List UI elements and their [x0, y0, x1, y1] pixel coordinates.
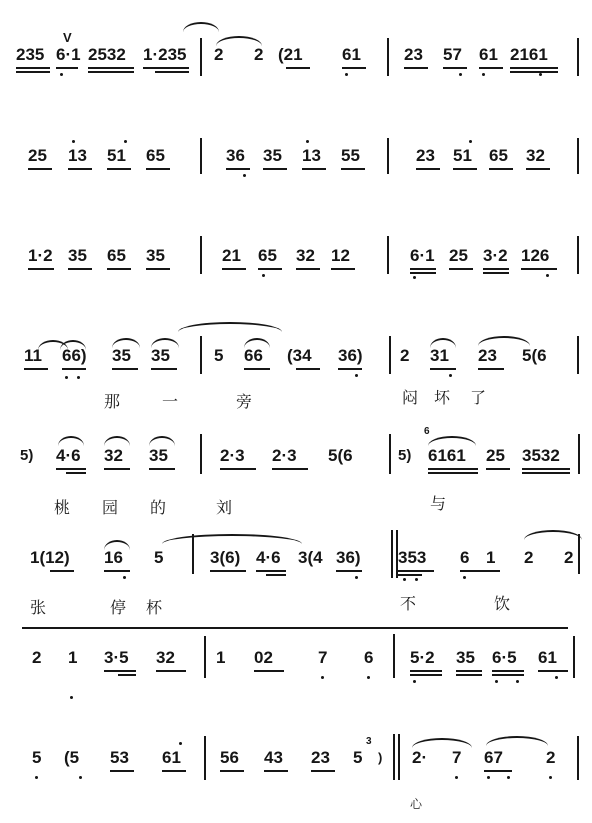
lyric: 坏: [434, 388, 451, 407]
note-group: 7: [452, 748, 462, 767]
note-group: 6: [364, 648, 374, 667]
note-group: 6161: [428, 446, 466, 465]
note-group: 2: [400, 346, 410, 365]
note-group: 61: [538, 648, 557, 667]
note-group: 35: [149, 446, 168, 465]
note-group: 1: [486, 548, 496, 567]
note-group: 5): [20, 447, 34, 464]
note-group: 35: [456, 648, 475, 667]
note-group: 36): [336, 548, 361, 567]
note-group: 23: [404, 45, 423, 64]
lyric: 杯: [146, 598, 163, 617]
note-group: 5: [32, 748, 42, 767]
lyric: 饮: [494, 594, 511, 613]
note-group: 67: [484, 748, 503, 767]
note-group: 23: [416, 146, 435, 165]
lyric: 张: [30, 598, 47, 617]
note-group: 7: [318, 648, 328, 667]
note-group: 1·235: [143, 45, 187, 64]
note-group: 65: [107, 246, 126, 265]
note-group: 6·1: [410, 246, 435, 265]
note-group: 11: [24, 346, 42, 365]
note-group: 57: [443, 45, 462, 64]
note-group: 1·2: [28, 246, 53, 265]
note-group: 2161: [510, 45, 548, 64]
note-group: 25: [28, 146, 47, 165]
note-group: 16: [104, 548, 123, 567]
note-group: 126: [521, 246, 550, 265]
lyric: 桃: [54, 498, 71, 517]
lyric: 刘: [216, 498, 233, 517]
note-group: 35: [146, 246, 165, 265]
note-group: 2: [564, 548, 574, 567]
note-group: 65: [258, 246, 277, 265]
note-group: 6·1: [56, 45, 81, 64]
note-group: 2: [524, 548, 534, 567]
note-group: 32: [104, 446, 123, 465]
note-group: 61: [342, 45, 361, 64]
note-group: 2·3: [220, 446, 245, 465]
note-group: 32: [526, 146, 545, 165]
note-group: 36): [338, 346, 363, 365]
lyric: 心: [410, 797, 423, 811]
note-group: 21: [222, 246, 241, 265]
note-group: 35: [263, 146, 282, 165]
note-group: 61: [162, 748, 181, 767]
breath-mark: V: [63, 30, 72, 45]
note-group: 25: [486, 446, 505, 465]
note-group: 1(12): [30, 548, 70, 567]
note-group: 5·2: [410, 648, 435, 667]
note-group: 56: [220, 748, 239, 767]
note-group: 55: [341, 146, 360, 165]
lyric: 与: [430, 494, 447, 513]
lyric: 闷: [402, 388, 419, 407]
note-group: 5(6: [328, 446, 353, 465]
note-group: 12: [331, 246, 350, 265]
note-group: 53: [110, 748, 129, 767]
note-group: 2: [214, 45, 224, 64]
note-group: 3(4: [298, 548, 323, 567]
note-group: 5: [154, 548, 164, 567]
note-group: 35: [151, 346, 170, 365]
note-group: 2: [254, 45, 264, 64]
note-group: 32: [156, 648, 175, 667]
note-group: 23: [311, 748, 330, 767]
note-group: 4·6: [256, 548, 281, 567]
note-group: 13: [302, 146, 321, 165]
note-group: 1: [216, 648, 226, 667]
note-group: 2·3: [272, 446, 297, 465]
note-group: (21: [278, 45, 303, 64]
note-group: 61: [479, 45, 498, 64]
note-group: 43: [264, 748, 283, 767]
note-group: 32: [296, 246, 315, 265]
note-group: 5: [214, 346, 224, 365]
note-group: 3·5: [104, 648, 129, 667]
note-group: 65: [489, 146, 508, 165]
note-group: 35: [112, 346, 131, 365]
note-group: 3532: [522, 446, 560, 465]
lyric: 那: [104, 392, 121, 411]
note-group: 02: [254, 648, 273, 667]
lyric: 停: [110, 598, 127, 617]
note-group: 2532: [88, 45, 126, 64]
note-group: 23: [478, 346, 497, 365]
lyric: 了: [470, 388, 487, 407]
note-group: 3(6): [210, 548, 241, 567]
lyric: 园: [102, 498, 119, 517]
note-group: 2·: [412, 748, 428, 767]
lyric: 的: [150, 498, 167, 517]
note-group: 31: [430, 346, 449, 365]
note-group: 25: [449, 246, 468, 265]
slur-line: [22, 627, 568, 629]
note-group: 5: [353, 748, 363, 767]
note-group: 235: [16, 45, 45, 64]
note-group: 51: [453, 146, 472, 165]
note-group: 66): [62, 346, 87, 365]
note-group: 5): [398, 447, 412, 464]
note-group: 2: [546, 748, 556, 767]
note-group: 3·2: [483, 246, 508, 265]
lyric: 不: [400, 594, 417, 613]
paren-mark: ): [378, 750, 383, 765]
note-group: 66: [244, 346, 263, 365]
lyric: 一: [162, 392, 179, 411]
note-group: (5: [64, 748, 80, 767]
note-group: 5(6: [522, 346, 547, 365]
note-group: 6·5: [492, 648, 517, 667]
note-group: 4·6: [56, 446, 81, 465]
lyric: 旁: [236, 392, 253, 411]
note-group: 353: [398, 548, 427, 567]
note-group: 2: [32, 648, 42, 667]
note-group: (34: [287, 346, 312, 365]
grace-note: 3: [366, 736, 372, 747]
note-group: 1: [68, 648, 78, 667]
note-group: 65: [146, 146, 165, 165]
note-group: 36: [226, 146, 245, 165]
note-group: 51: [107, 146, 126, 165]
note-group: 6: [460, 548, 470, 567]
grace-note: 6: [424, 426, 430, 437]
note-group: 13: [68, 146, 87, 165]
note-group: 35: [68, 246, 87, 265]
